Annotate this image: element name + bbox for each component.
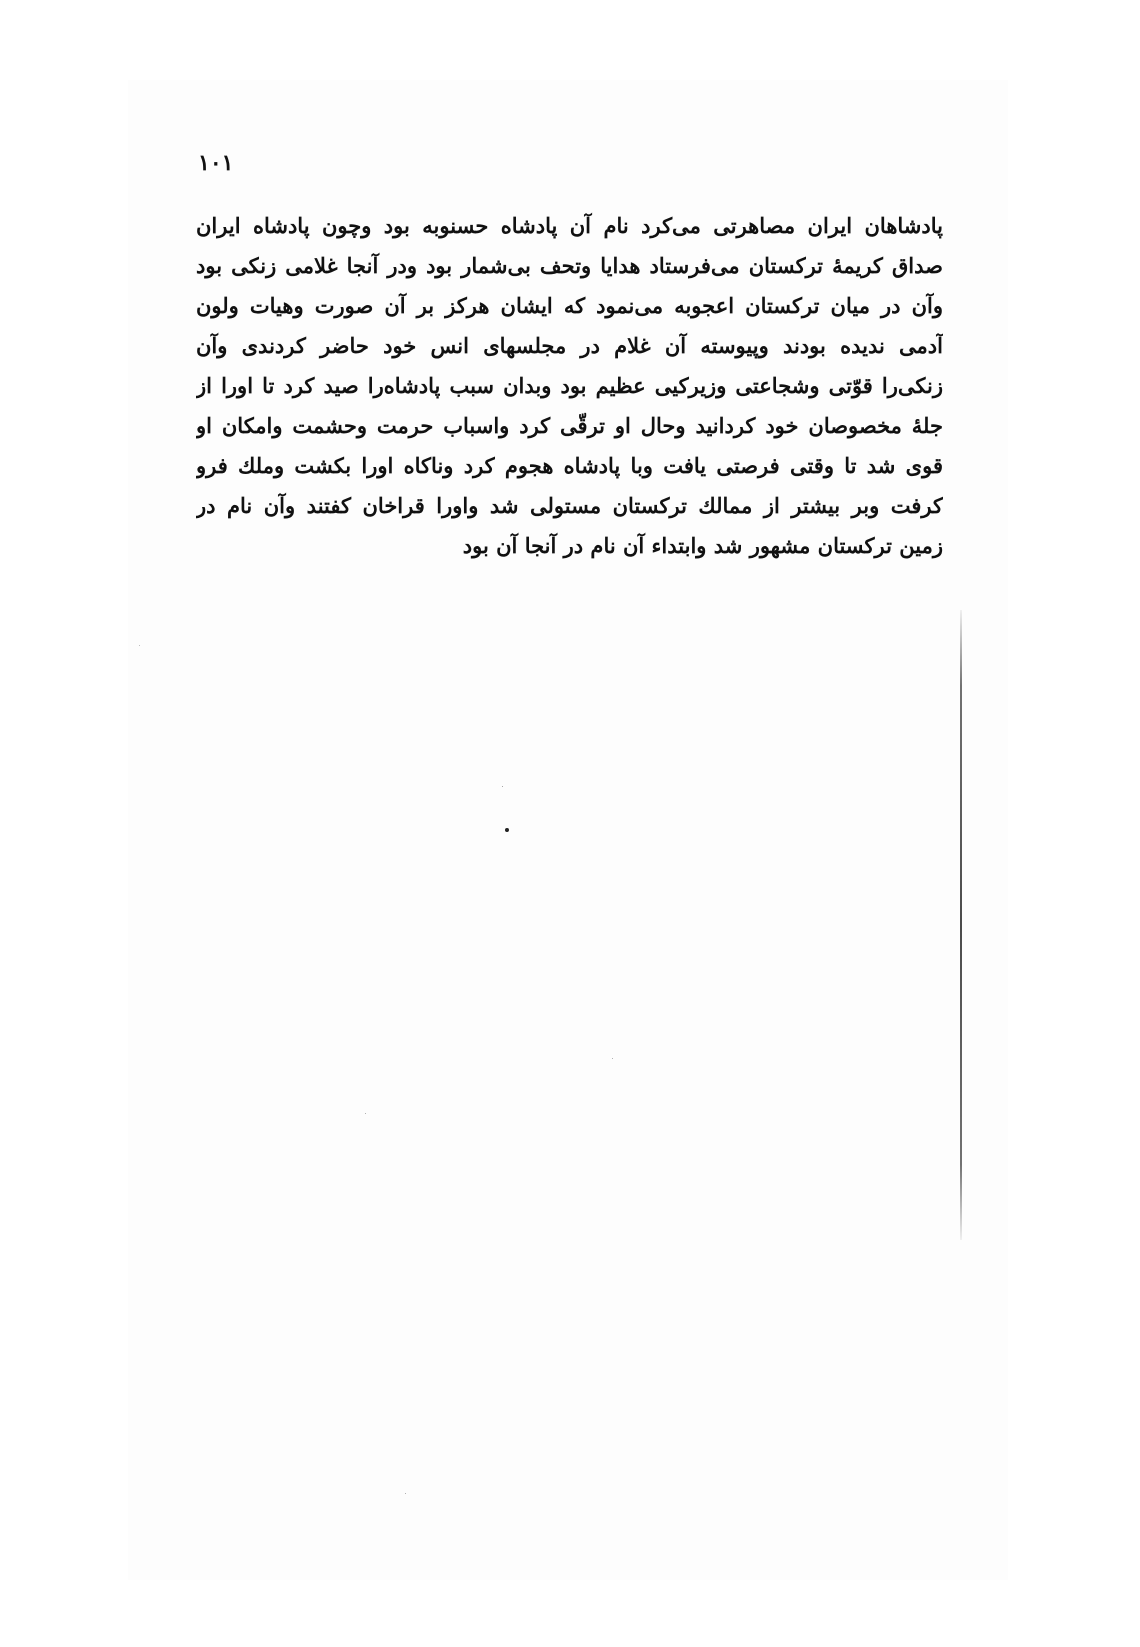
text-line-9: زمین ترکستان مشهور شد وابتداء آن نام در آنجا آن بود	[462, 533, 943, 558]
page-number: ۱۰۱	[198, 150, 234, 176]
text-line-3: وآن در میان ترکستان اعجوبه می‌نمود که ایشان هرکز بر آن صورت وهیات ولون	[196, 293, 943, 318]
text-line-7: قوی شد تا وقتی فرصتی یافت وبا پادشاه هجوم کرد وناکاه اورا بکشت وملك فرو	[196, 453, 943, 478]
ink-speck	[505, 828, 509, 832]
text-line-5: زنکی‌را قوّتی وشجاعتی وزیرکیی عظیم بود وبدان سبب پادشاه‌را صید کرد تا اورا از	[196, 373, 943, 398]
text-line-4: آدمی ندیده بودند وپیوسته آن غلام در مجلسهای انس خود حاضر کردندی وآن	[196, 333, 943, 358]
body-text	[196, 206, 943, 566]
text-line-1: پادشاهان ایران مصاهرتی می‌کرد نام آن پادشاه حسنوبه بود وچون پادشاه ایران	[196, 213, 943, 238]
text-line-2: صداق کریمهٔ ترکستان می‌فرستاد هدایا وتحف بی‌شمار بود ودر آنجا غلامی زنکی بود	[196, 253, 943, 278]
ink-speck	[365, 1113, 366, 1114]
text-line-8: کرفت وبر بیشتر از ممالك ترکستان مستولی شد واورا قراخان کفتند وآن نام در	[196, 493, 943, 518]
ink-speck	[502, 786, 503, 787]
ink-speck	[612, 1058, 613, 1059]
scan-edge-line	[960, 610, 962, 1240]
ink-speck	[139, 645, 140, 646]
ink-speck	[405, 1493, 406, 1494]
text-line-6: جلهٔ مخصوصان خود کردانید وحال او ترقّی کرد واسباب حرمت وحشمت وامکان او	[196, 413, 943, 438]
